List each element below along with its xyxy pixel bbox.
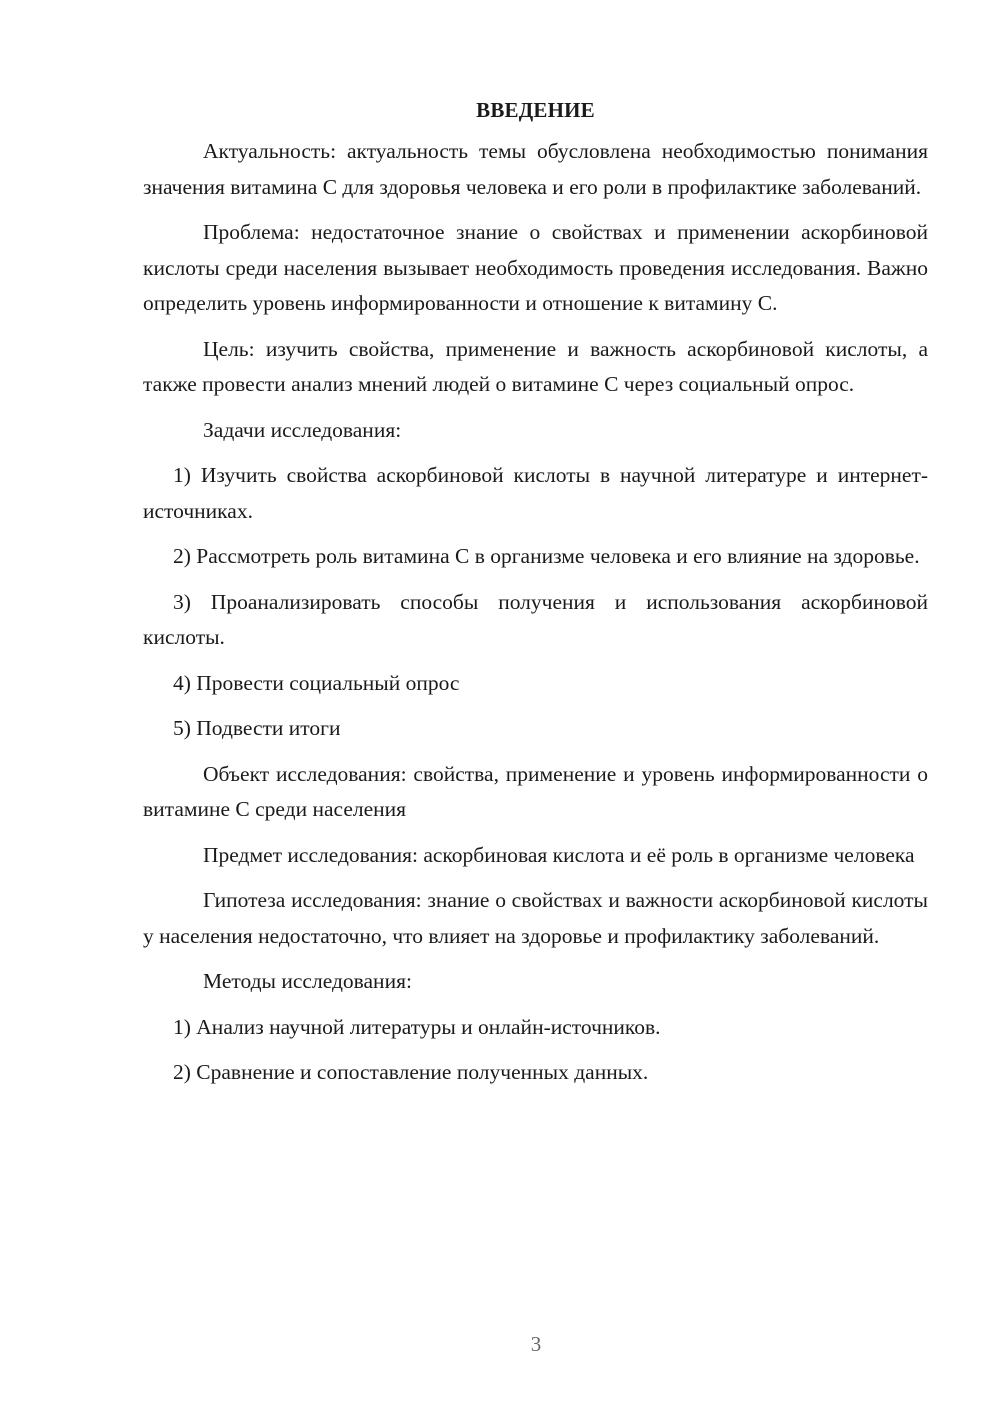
paragraph-subject: Предмет исследования: аскорбиновая кислота и её роль в организме человека [203, 842, 915, 867]
method-item-2: 2) Сравнение и сопоставление полученных данных. [173, 1060, 649, 1084]
task-item-5: 5) Подвести итоги [173, 716, 341, 740]
page-content [143, 92, 928, 1101]
paragraph-problem: Проблема: недостаточное знание о свойствах и применении аскорбиновой кислоты среди населения вызывает необходимость проведения исследования. Важно определить уровень информированности и отношение к витамину С. [143, 220, 928, 315]
page-title: ВВЕДЕНИЕ [476, 98, 595, 122]
task-item-4: 4) Провести социальный опрос [173, 670, 460, 695]
paragraph-goal: Цель: изучить свойства, применение и важность аскорбиновой кислоты, а также провести анализ мнений людей о витамине С через социальный опрос. [143, 336, 928, 396]
task-item-3: 3) Проанализировать способы получения и использования аскорбиновой кислоты. [143, 589, 928, 649]
task-item-1: 1) Изучить свойства аскорбиновой кислоты в научной литературе и интернет-источниках. [143, 463, 928, 523]
paragraph-object: Объект исследования: свойства, применение и уровень информированности о витамине С среди населения [143, 761, 928, 821]
paragraph-relevance: Актуальность: актуальность темы обусловлена необходимостью понимания значения витамина С для здоровья человека и его роли в профилактике заболеваний. [143, 139, 928, 199]
methods-heading: Методы исследования: [203, 969, 412, 993]
paragraph-hypothesis: Гипотеза исследования: знание о свойствах и важности аскорбиновой кислоты у населения недостаточно, что влияет на здоровье и профилактику заболеваний. [143, 888, 928, 948]
task-item-2: 2) Рассмотреть роль витамина С в организме человека и его влияние на здоровье. [173, 544, 920, 568]
page-number: 3 [530, 1332, 542, 1356]
method-item-1: 1) Анализ научной литературы и онлайн-источников. [173, 1014, 661, 1039]
tasks-heading: Задачи исследования: [203, 417, 402, 442]
